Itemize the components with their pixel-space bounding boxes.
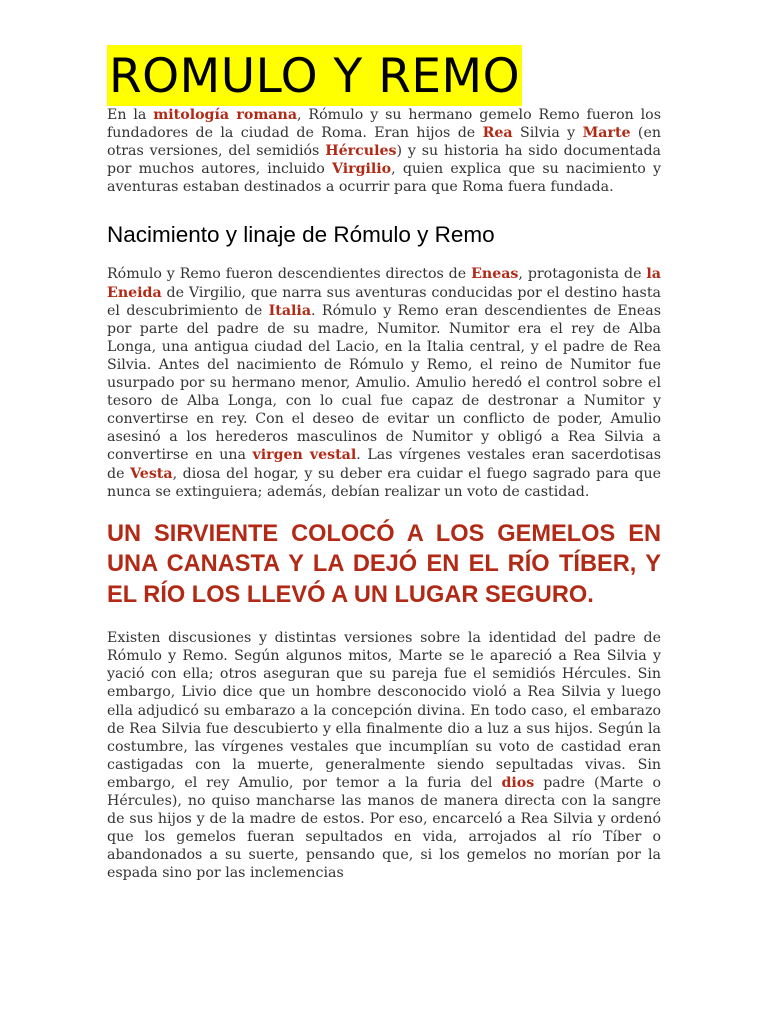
lineage-paragraph: Rómulo y Remo fueron descendientes directos de Eneas, protagonista de la Eneida de Virgilio, que narra sus aventuras conducidas por el destino hasta el descubrimiento de Italia. Rómulo y Remo eran descendientes de Eneas por parte del padre de su madre, Numitor. Numitor era el rey de Alba Longa, una antigua ciudad del Lacio, en la Italia central, y el padre de Rea Silvia. Antes del nacimiento de Rómulo y Remo, el reino de Numitor fue usurpado por su hermano menor, Amulio. Amulio heredó el control sobre el tesoro de Alba Longa, con lo cual fue capaz de destronar a Numitor y convertirse en rey. Con el deseo de evitar un conflicto de poder, Amulio asesinó a los herederos masculinos de Numitor y obligó a Rea Silvia a convertirse en una virgen vestal. Las vírgenes vestales eran sacerdotisas de Vesta, diosa del hogar, y su deber era cuidar el fuego sagrado para que nunca se extinguiera; además, debían realizar un voto de castidad. — [107, 266, 662, 500]
highlighted-term: Hércules — [325, 143, 397, 160]
highlighted-term: Vesta — [130, 465, 173, 482]
title-highlight — [107, 45, 522, 106]
document-page — [107, 45, 661, 883]
highlighted-term: Marte — [582, 125, 631, 142]
highlighted-term: virgen vestal — [252, 447, 357, 464]
highlighted-term: mitología romana — [153, 107, 298, 123]
highlighted-term: Virgilio — [331, 161, 392, 178]
highlighted-term: la Eneida — [107, 266, 661, 301]
highlighted-term: Rea — [482, 125, 513, 142]
pull-quote: UN SIRVIENTE COLOCÓ A LOS GEMELOS EN UNA CANASTA Y LA DEJÓ EN EL RÍO TÍBER, Y EL RÍO LOS LLEVÓ A UN LUGAR SEGURO. — [107, 520, 661, 608]
page-title: ROMULO Y REMO — [109, 49, 521, 104]
section-heading: Nacimiento y linaje de Rómulo y Remo — [107, 222, 495, 248]
intro-paragraph: En la mitología romana, Rómulo y su hermano gemelo Remo fueron los fundadores de la ciudad de Roma. Eran hijos de Rea Silvia y Marte (en otras versiones, del semidiós Hércules) y su historia ha sido documentada por muchos autores, incluido Virgilio, quien explica que su nacimiento y aventuras estaban destinados a ocurrir para que Roma fuera fundada. — [107, 107, 661, 196]
father-paragraph: Existen discusiones y distintas versiones sobre la identidad del padre de Rómulo y Remo. Según algunos mitos, Marte se le apareció a Rea Silvia y yació con ella; otros aseguran que su pareja fue el semidiós Hércules. Sin embargo, Livio dice que un hombre desconocido violó a Rea Silvia y luego ella adjudicó su embarazo a la concepción divina. En todo caso, el embarazo de Rea Silvia fue descubierto y ella finalmente dio a luz a sus hijos. Según la costumbre, las vírgenes vestales que incumplían su voto de castidad eran castigadas con la muerte, generalmente siendo sepultadas vivas. Sin embargo, el rey Amulio, por temor a la furia del dios padre (Marte o Hércules), no quiso mancharse las manos de manera directa con la sangre de sus hijos y de la madre de estos. Por eso, encarceló a Rea Silvia y ordenó que los gemelos fueran sepultados en vida, arrojados al río Tíber o abandonados a su suerte, pensando que, si los gemelos no morían por la espada sino por las inclemencias — [107, 630, 661, 882]
highlighted-term: Italia — [268, 302, 312, 319]
highlighted-term: dios — [501, 774, 535, 791]
highlighted-term: Eneas — [471, 266, 519, 283]
